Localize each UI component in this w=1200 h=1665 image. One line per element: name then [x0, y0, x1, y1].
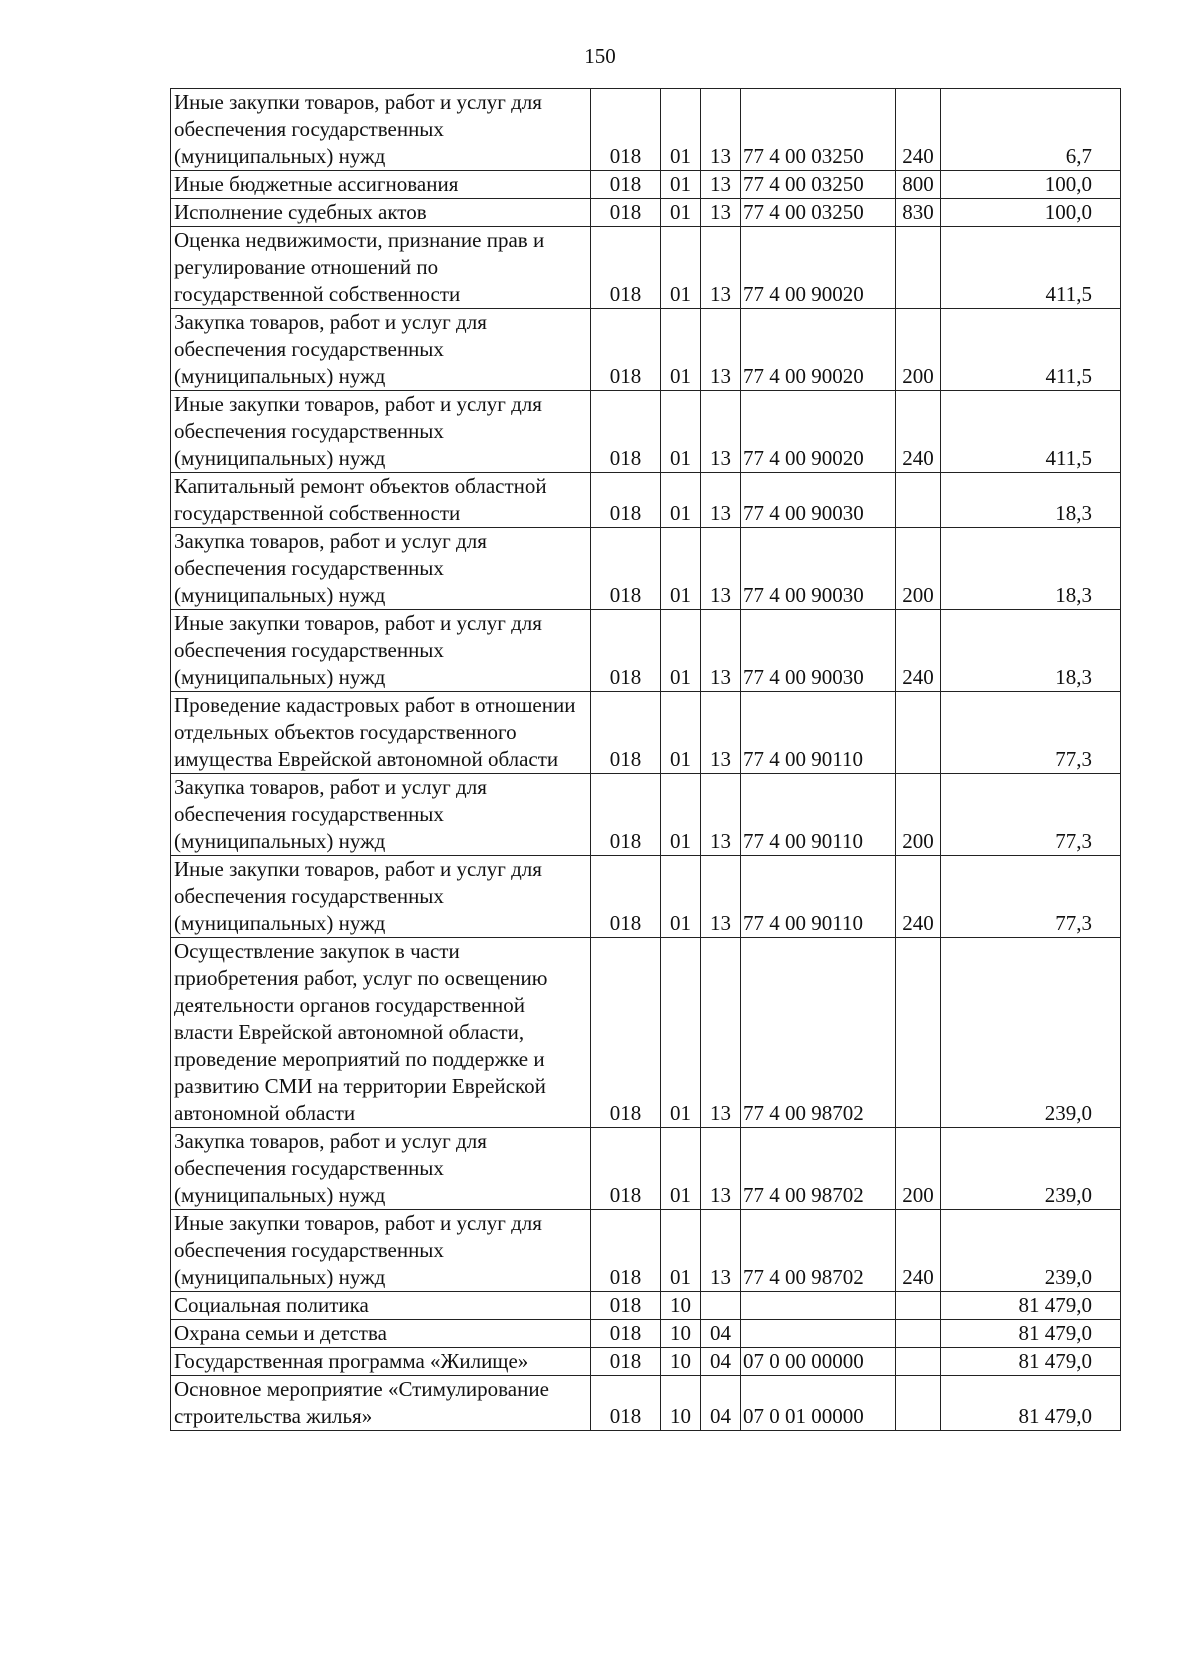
- row-rz: 01: [661, 227, 701, 309]
- row-vr: 240: [896, 1210, 941, 1292]
- row-ved: 018: [591, 856, 661, 938]
- row-ved: 018: [591, 610, 661, 692]
- row-pr: 13: [701, 89, 741, 171]
- table-row: [171, 227, 1121, 309]
- row-name: Государственная программа «Жилище»: [171, 1348, 591, 1376]
- table-row: [171, 473, 1121, 528]
- row-csr: 77 4 00 98702: [741, 1128, 896, 1210]
- row-ved: 018: [591, 1128, 661, 1210]
- row-rz: 10: [661, 1292, 701, 1320]
- row-name: Капитальный ремонт объектов областной государственной собственности: [171, 473, 591, 528]
- row-csr: 77 4 00 90030: [741, 610, 896, 692]
- row-csr: [741, 1292, 896, 1320]
- row-rz: 10: [661, 1376, 701, 1431]
- row-rz: 01: [661, 856, 701, 938]
- row-name: Иные закупки товаров, работ и услуг для обеспечения государственных (муниципальных) нужд: [171, 610, 591, 692]
- table-row: [171, 692, 1121, 774]
- row-ved: 018: [591, 227, 661, 309]
- row-name: Оценка недвижимости, признание прав и регулирование отношений по государственной собственности: [171, 227, 591, 309]
- row-csr: 77 4 00 90030: [741, 473, 896, 528]
- row-sum: 6,7: [941, 89, 1121, 171]
- row-pr: 13: [701, 1210, 741, 1292]
- row-pr: 13: [701, 610, 741, 692]
- row-pr: 13: [701, 199, 741, 227]
- row-pr: 13: [701, 938, 741, 1128]
- row-vr: [896, 1376, 941, 1431]
- row-pr: 13: [701, 1128, 741, 1210]
- row-vr: 240: [896, 391, 941, 473]
- row-name: Иные бюджетные ассигнования: [171, 171, 591, 199]
- page-number: 150: [584, 44, 616, 68]
- row-sum: 77,3: [941, 692, 1121, 774]
- row-name: Иные закупки товаров, работ и услуг для обеспечения государственных (муниципальных) нужд: [171, 89, 591, 171]
- row-csr: 77 4 00 90110: [741, 692, 896, 774]
- row-pr: 13: [701, 171, 741, 199]
- row-name: Закупка товаров, работ и услуг для обеспечения государственных (муниципальных) нужд: [171, 1128, 591, 1210]
- row-vr: [896, 227, 941, 309]
- row-name: Исполнение судебных актов: [171, 199, 591, 227]
- row-vr: 800: [896, 171, 941, 199]
- table-body: [171, 89, 1121, 1431]
- table-row: [171, 1376, 1121, 1431]
- row-vr: [896, 473, 941, 528]
- row-vr: [896, 692, 941, 774]
- row-vr: 830: [896, 199, 941, 227]
- row-sum: 77,3: [941, 856, 1121, 938]
- table-row: [171, 610, 1121, 692]
- row-csr: 77 4 00 03250: [741, 199, 896, 227]
- row-rz: 01: [661, 610, 701, 692]
- row-rz: 01: [661, 1210, 701, 1292]
- row-ved: 018: [591, 1210, 661, 1292]
- row-ved: 018: [591, 391, 661, 473]
- table-row: [171, 938, 1121, 1128]
- row-csr: 77 4 00 03250: [741, 89, 896, 171]
- row-sum: 77,3: [941, 774, 1121, 856]
- row-name: Социальная политика: [171, 1292, 591, 1320]
- row-name: Проведение кадастровых работ в отношении отдельных объектов государственного имущества Еврейской автономной области: [171, 692, 591, 774]
- row-sum: 81 479,0: [941, 1376, 1121, 1431]
- row-pr: 04: [701, 1348, 741, 1376]
- row-sum: 81 479,0: [941, 1320, 1121, 1348]
- table-row: [171, 528, 1121, 610]
- row-csr: 07 0 01 00000: [741, 1376, 896, 1431]
- row-name: Основное мероприятие «Стимулирование строительства жилья»: [171, 1376, 591, 1431]
- row-rz: 01: [661, 199, 701, 227]
- row-pr: [701, 1292, 741, 1320]
- row-csr: 77 4 00 90110: [741, 856, 896, 938]
- row-csr: [741, 1320, 896, 1348]
- row-pr: 13: [701, 856, 741, 938]
- row-pr: 13: [701, 391, 741, 473]
- row-csr: 07 0 00 00000: [741, 1348, 896, 1376]
- row-ved: 018: [591, 692, 661, 774]
- row-sum: 81 479,0: [941, 1348, 1121, 1376]
- row-ved: 018: [591, 171, 661, 199]
- row-sum: 239,0: [941, 1128, 1121, 1210]
- row-rz: 10: [661, 1348, 701, 1376]
- row-sum: 18,3: [941, 610, 1121, 692]
- row-csr: 77 4 00 90030: [741, 528, 896, 610]
- row-pr: 13: [701, 774, 741, 856]
- row-vr: 240: [896, 610, 941, 692]
- row-sum: 81 479,0: [941, 1292, 1121, 1320]
- row-pr: 13: [701, 473, 741, 528]
- row-name: Иные закупки товаров, работ и услуг для обеспечения государственных (муниципальных) нужд: [171, 856, 591, 938]
- row-csr: 77 4 00 90020: [741, 391, 896, 473]
- table-row: [171, 1210, 1121, 1292]
- row-sum: 411,5: [941, 309, 1121, 391]
- row-pr: 04: [701, 1376, 741, 1431]
- row-rz: 01: [661, 528, 701, 610]
- table-row: [171, 309, 1121, 391]
- table-row: [171, 1128, 1121, 1210]
- row-ved: 018: [591, 309, 661, 391]
- table-row: [171, 171, 1121, 199]
- row-rz: 01: [661, 309, 701, 391]
- row-pr: 04: [701, 1320, 741, 1348]
- row-rz: 01: [661, 391, 701, 473]
- row-vr: [896, 938, 941, 1128]
- row-sum: 411,5: [941, 227, 1121, 309]
- row-name: Закупка товаров, работ и услуг для обеспечения государственных (муниципальных) нужд: [171, 528, 591, 610]
- row-csr: 77 4 00 98702: [741, 1210, 896, 1292]
- row-name: Закупка товаров, работ и услуг для обеспечения государственных (муниципальных) нужд: [171, 774, 591, 856]
- row-ved: 018: [591, 774, 661, 856]
- row-rz: 10: [661, 1320, 701, 1348]
- row-vr: 200: [896, 774, 941, 856]
- table-row: [171, 1320, 1121, 1348]
- row-csr: 77 4 00 03250: [741, 171, 896, 199]
- row-rz: 01: [661, 89, 701, 171]
- row-csr: 77 4 00 90020: [741, 309, 896, 391]
- table-row: [171, 391, 1121, 473]
- row-pr: 13: [701, 309, 741, 391]
- row-vr: 240: [896, 89, 941, 171]
- row-rz: 01: [661, 171, 701, 199]
- row-name: Иные закупки товаров, работ и услуг для обеспечения государственных (муниципальных) нужд: [171, 391, 591, 473]
- row-rz: 01: [661, 938, 701, 1128]
- table-row: [171, 774, 1121, 856]
- row-ved: 018: [591, 473, 661, 528]
- row-vr: 240: [896, 856, 941, 938]
- row-sum: 239,0: [941, 1210, 1121, 1292]
- table-row: [171, 1292, 1121, 1320]
- row-ved: 018: [591, 1320, 661, 1348]
- row-vr: 200: [896, 528, 941, 610]
- row-ved: 018: [591, 1292, 661, 1320]
- row-ved: 018: [591, 528, 661, 610]
- row-sum: 239,0: [941, 938, 1121, 1128]
- row-name: Охрана семьи и детства: [171, 1320, 591, 1348]
- table-row: [171, 1348, 1121, 1376]
- row-rz: 01: [661, 692, 701, 774]
- row-sum: 100,0: [941, 199, 1121, 227]
- row-name: Закупка товаров, работ и услуг для обеспечения государственных (муниципальных) нужд: [171, 309, 591, 391]
- budget-table: [170, 88, 1121, 1431]
- row-vr: [896, 1320, 941, 1348]
- row-csr: 77 4 00 90020: [741, 227, 896, 309]
- row-name: Иные закупки товаров, работ и услуг для обеспечения государственных (муниципальных) нужд: [171, 1210, 591, 1292]
- row-sum: 18,3: [941, 528, 1121, 610]
- row-rz: 01: [661, 774, 701, 856]
- row-sum: 18,3: [941, 473, 1121, 528]
- row-vr: [896, 1292, 941, 1320]
- row-pr: 13: [701, 528, 741, 610]
- row-vr: 200: [896, 309, 941, 391]
- row-ved: 018: [591, 89, 661, 171]
- row-pr: 13: [701, 227, 741, 309]
- row-csr: 77 4 00 90110: [741, 774, 896, 856]
- row-pr: 13: [701, 692, 741, 774]
- row-name: Осуществление закупок в части приобретения работ, услуг по освещению деятельности органов государственной власти Еврейской автономной области, проведение мероприятий по поддержке и развитию СМИ на территории Еврейской автономной области: [171, 938, 591, 1128]
- table-row: [171, 856, 1121, 938]
- row-csr: 77 4 00 98702: [741, 938, 896, 1128]
- row-ved: 018: [591, 1376, 661, 1431]
- table-row: [171, 89, 1121, 171]
- row-rz: 01: [661, 1128, 701, 1210]
- row-vr: 200: [896, 1128, 941, 1210]
- row-sum: 100,0: [941, 171, 1121, 199]
- row-ved: 018: [591, 1348, 661, 1376]
- row-vr: [896, 1348, 941, 1376]
- row-rz: 01: [661, 473, 701, 528]
- row-ved: 018: [591, 199, 661, 227]
- row-sum: 411,5: [941, 391, 1121, 473]
- row-ved: 018: [591, 938, 661, 1128]
- table-row: [171, 199, 1121, 227]
